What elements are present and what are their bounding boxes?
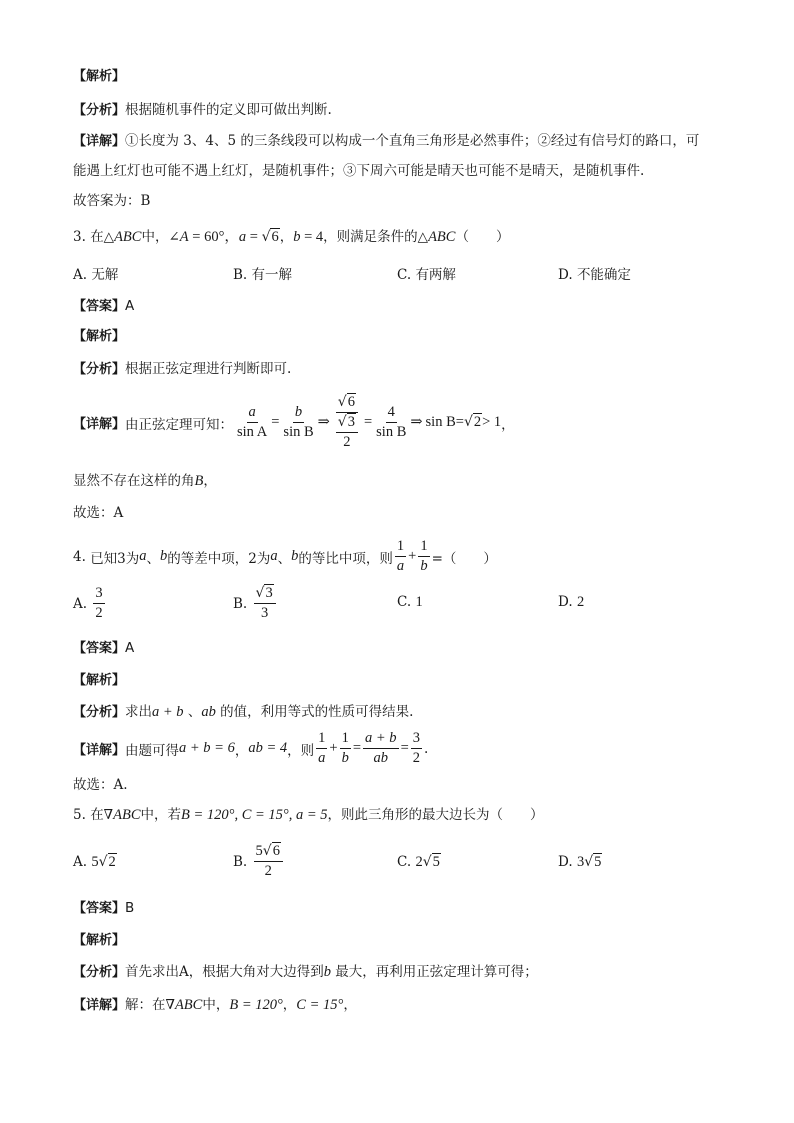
q3-option-a: A. 无解 xyxy=(73,267,119,283)
fraction-a-over-sinA: $\frac{a}{\text{sin A}}$ xyxy=(237,404,268,440)
q4-option-d: D. 2 xyxy=(558,594,585,610)
q5-option-d: D. 3√5 xyxy=(558,854,602,870)
q3-option-c: C. 有两解 xyxy=(397,267,456,283)
q4-option-b: B. $\frac{√3}{3}$ xyxy=(233,585,278,622)
q3-analysis-label: 【解析】 xyxy=(73,329,126,344)
fraction-b-over-sinB: $\frac{b}{\text{sin B}}$ xyxy=(283,404,314,440)
question-4-stem: 4. 已知3为 a 、 b 的等差中项，2为 a 、 b 的等比中项，则 $\frac{1}{a}$ + $\frac{1}{b}$ =（ ） xyxy=(73,538,497,574)
q3-answer: 【答案】A xyxy=(73,298,135,314)
q4-option-a: A. $\frac{3}{2}$ xyxy=(73,585,103,621)
question-5-stem: 5. 在∇ABC中，若B = 120°, C = 15°, a = 5，则此三角形的最大边长为（ ） xyxy=(73,807,544,823)
q3-option-d: D. 不能确定 xyxy=(558,267,631,283)
q3-thinking: 【分析】根据正弦定理进行判断即可. xyxy=(73,361,292,377)
fraction-sqrt6-over-sqrt3-2: $\frac{√6}{\frac{√3}{2}}$ xyxy=(332,394,362,451)
q4-analysis-label: 【解析】 xyxy=(73,673,126,688)
detail-line-continued: 能遇上红灯也可能不遇上红灯，是随机事件；③下周六可能是晴天也可能不是晴天，是随机事件. xyxy=(73,163,645,179)
conclusion: 故答案为：B xyxy=(73,193,151,209)
fraction-1-over-b: $\frac{1}{b}$ xyxy=(420,538,428,574)
thinking-line: 【分析】根据随机事件的定义即可做出判断. xyxy=(73,102,332,118)
question-3-stem: 3. 在△ABC中，∠A = 60°，a = √6，b = 4，则满足条件的△ABC（ ） xyxy=(73,229,510,245)
sqrt-6: √6 xyxy=(261,229,279,245)
fraction-1-over-a: $\frac{1}{a}$ xyxy=(396,538,405,574)
q4-answer: 【答案】A xyxy=(73,640,135,656)
q3-detail-formula: 【详解】 由正弦定理可知： $\frac{a}{\text{sin A}}$ = $\frac{b}{\text{sin B}}$ ⇒ $\frac{√6}{\frac{√3}{2}}$ = $\frac{4}{\text{sin B}}$ ⇒ sin B = √2 > 1 ， xyxy=(73,394,515,450)
detail-line: 【详解】①长度为 3、4、5 的三条线段可以构成一个直角三角形是必然事件；②经过有信号灯的路口，可 xyxy=(73,133,700,149)
q4-detail-formula: 【详解】 由题可得 a + b = 6 ， ab = 4 ，则 $\frac{1}{a}$ + $\frac{1}{b}$ = $\frac{a + b}{ab}$ = $\frac{3}{2}$ . xyxy=(73,730,429,766)
analysis-label: 【解析】 xyxy=(73,69,126,84)
q5-option-b: B. $\frac{5√6}{2}$ xyxy=(233,843,285,880)
q4-conclusion: 故选：A. xyxy=(73,777,128,793)
q3-option-b: B. 有一解 xyxy=(233,267,293,283)
q4-thinking: 【分析】求出a + b 、ab 的值，利用等式的性质可得结果. xyxy=(73,704,414,720)
fraction-4-over-sinB: $\frac{4}{\text{sin B}}$ xyxy=(376,404,407,440)
q5-thinking: 【分析】首先求出A，根据大角对大边得到b 最大，再利用正弦定理计算可得； xyxy=(73,964,538,980)
q5-answer: 【答案】B xyxy=(73,900,135,916)
q5-option-a: A. 5√2 xyxy=(73,854,116,870)
sqrt-2: √2 xyxy=(463,414,482,430)
q5-analysis-label: 【解析】 xyxy=(73,933,126,948)
q3-note: 显然不存在这样的角B， xyxy=(73,473,217,489)
q3-conclusion: 故选：A xyxy=(73,505,124,521)
q5-detail: 【详解】解：在∇ABC中，B = 120°，C = 15°， xyxy=(73,997,357,1013)
q4-option-c: C. 1 xyxy=(397,594,423,610)
q5-option-c: C. 2√5 xyxy=(397,854,440,870)
